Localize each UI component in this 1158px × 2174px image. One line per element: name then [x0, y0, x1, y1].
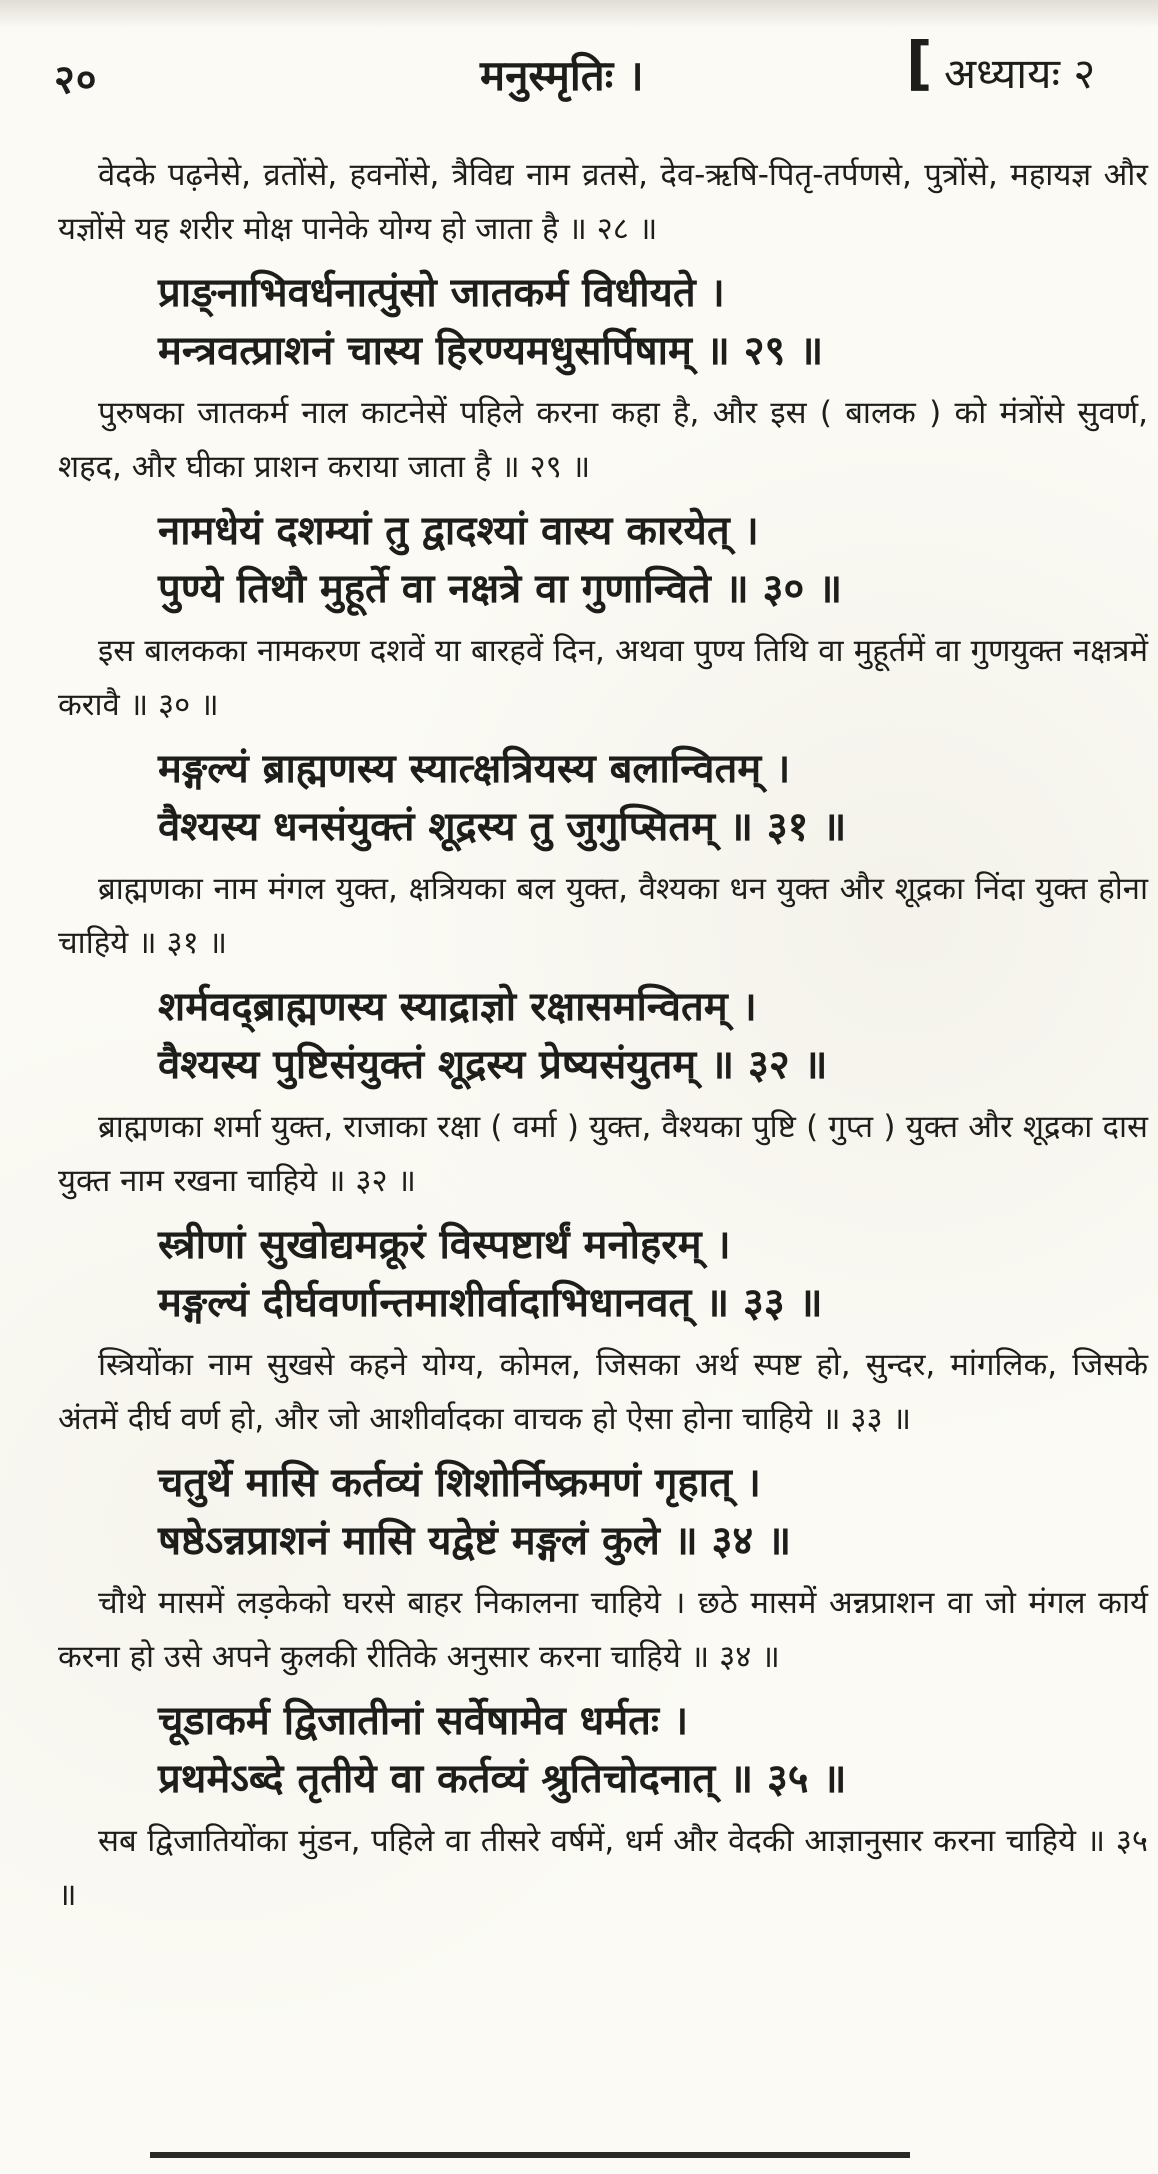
translation-32: ब्राह्मणका शर्मा युक्त, राजाका रक्षा ( वर्मा ) युक्त, वैश्यका पुष्टि ( गुप्त ) युक्त और शूद्रका दास युक्त नाम रखना चाहिये ॥ ३२ ॥ [58, 1109, 1148, 1199]
verse-30 [158, 502, 1148, 618]
page-header [0, 28, 1158, 124]
verse-line: नामधेयं दशम्यां तु द्वादश्यां वास्य कारयेत् । [158, 508, 759, 554]
translation-30: इस बालकका नामकरण दशवें या बारहवें दिन, अथवा पुण्य तिथि वा मुहूर्तमें वा गुणयुक्त नक्षत्रमें करावै ॥ ३० ॥ [58, 633, 1148, 723]
verse-29 [158, 264, 1148, 380]
verse-line: वैश्यस्य पुष्टिसंयुक्तं शूद्रस्य प्रेष्यसंयुतम् ॥ ३२ ॥ [158, 1042, 828, 1088]
verse-line: मन्त्रवत्प्राशनं चास्य हिरण्यमधुसर्पिषाम् ॥ २९ ॥ [158, 328, 824, 374]
book-title: मनुस्मृतिः । [480, 51, 644, 100]
verse-line: मङ्गल्यं दीर्घवर्णान्तमाशीर्वादाभिधानवत् ॥ ३३ ॥ [158, 1280, 823, 1326]
page-number: २० [54, 57, 98, 103]
verse-31 [158, 740, 1148, 856]
translation-34: चौथे मासमें लड़केको घरसे बाहर निकालना चाहिये । छठे मासमें अन्नप्राशन वा जो मंगल कार्य करना हो उसे अपने कुलकी रीतिके अनुसार करना चाहिये ॥ ३४ ॥ [58, 1585, 1148, 1675]
verse-line: पुण्ये तिथौ मुहूर्ते वा नक्षत्रे वा गुणान्विते ॥ ३० ॥ [158, 566, 843, 612]
verse-34 [158, 1454, 1148, 1570]
translation-31: ब्राह्मणका नाम मंगल युक्त, क्षत्रियका बल युक्त, वैश्यका धन युक्त और शूद्रका निंदा युक्त होना चाहिये ॥ ३१ ॥ [58, 871, 1148, 961]
verse-35 [158, 1692, 1148, 1808]
chapter-bracket: [ [906, 29, 933, 97]
translation-29: पुरुषका जातकर्म नाल काटनेसें पहिले करना कहा है, और इस ( बालक ) को मंत्रोंसे सुवर्ण, शहद, और घीका प्राशन कराया जाता है ॥ २९ ॥ [58, 395, 1148, 485]
verse-line: वैश्यस्य धनसंयुक्तं शूद्रस्य तु जुगुप्सितम् ॥ ३१ ॥ [158, 804, 847, 850]
chapter-label: अध्यायः २ [944, 49, 1096, 98]
verse-line: चतुर्थे मासि कर्तव्यं शिशोर्निष्क्रमणं गृहात् । [158, 1460, 761, 1506]
verse-line: षष्ठेऽन्नप्राशनं मासि यद्वेष्टं मङ्गलं कुले ॥ ३४ ॥ [158, 1518, 792, 1564]
verse-line: मङ्गल्यं ब्राह्मणस्य स्यात्क्षत्रियस्य बलान्वितम् । [158, 746, 791, 792]
page-content [58, 148, 1148, 1930]
translation-33: स्त्रियोंका नाम सुखसे कहने योग्य, कोमल, जिसका अर्थ स्पष्ट हो, सुन्दर, मांगलिक, जिसके अंतमें दीर्घ वर्ण हो, और जो आशीर्वादका वाचक हो ऐसा होना चाहिये ॥ ३३ ॥ [58, 1347, 1148, 1437]
verse-33 [158, 1216, 1148, 1332]
verse-line: स्त्रीणां सुखोद्यमक्रूरं विस्पष्टार्थं मनोहरम् । [158, 1222, 731, 1268]
verse-line: शर्मवद्ब्राह्मणस्य स्याद्राज्ञो रक्षासमन्वितम् । [158, 984, 757, 1030]
verse-line: प्रथमेऽब्दे तृतीये वा कर्तव्यं श्रुतिचोदनात् ॥ ३५ ॥ [158, 1756, 847, 1802]
translation-35: सब द्विजातियोंका मुंडन, पहिले वा तीसरे वर्षमें, धर्म और वेदकी आज्ञानुसार करना चाहिये ॥ ३५ ॥ [58, 1823, 1148, 1913]
verse-line: प्राङ्नाभिवर्धनात्पुंसो जातकर्म विधीयते । [158, 270, 725, 316]
cut-off-next-line [150, 2152, 910, 2174]
translation-28: वेदके पढ़नेसे, व्रतोंसे, हवनोंसे, त्रैविद्य नाम व्रतसे, देव-ऋषि-पितृ-तर्पणसे, पुत्रोंसे, महायज्ञ और यज्ञोंसे यह शरीर मोक्ष पानेके योग्य हो जाता है ॥ २८ ॥ [58, 157, 1148, 247]
top-shadow [0, 0, 1158, 28]
verse-32 [158, 978, 1148, 1094]
verse-line: चूडाकर्म द्विजातीनां सर्वेषामेव धर्मतः । [158, 1698, 689, 1744]
